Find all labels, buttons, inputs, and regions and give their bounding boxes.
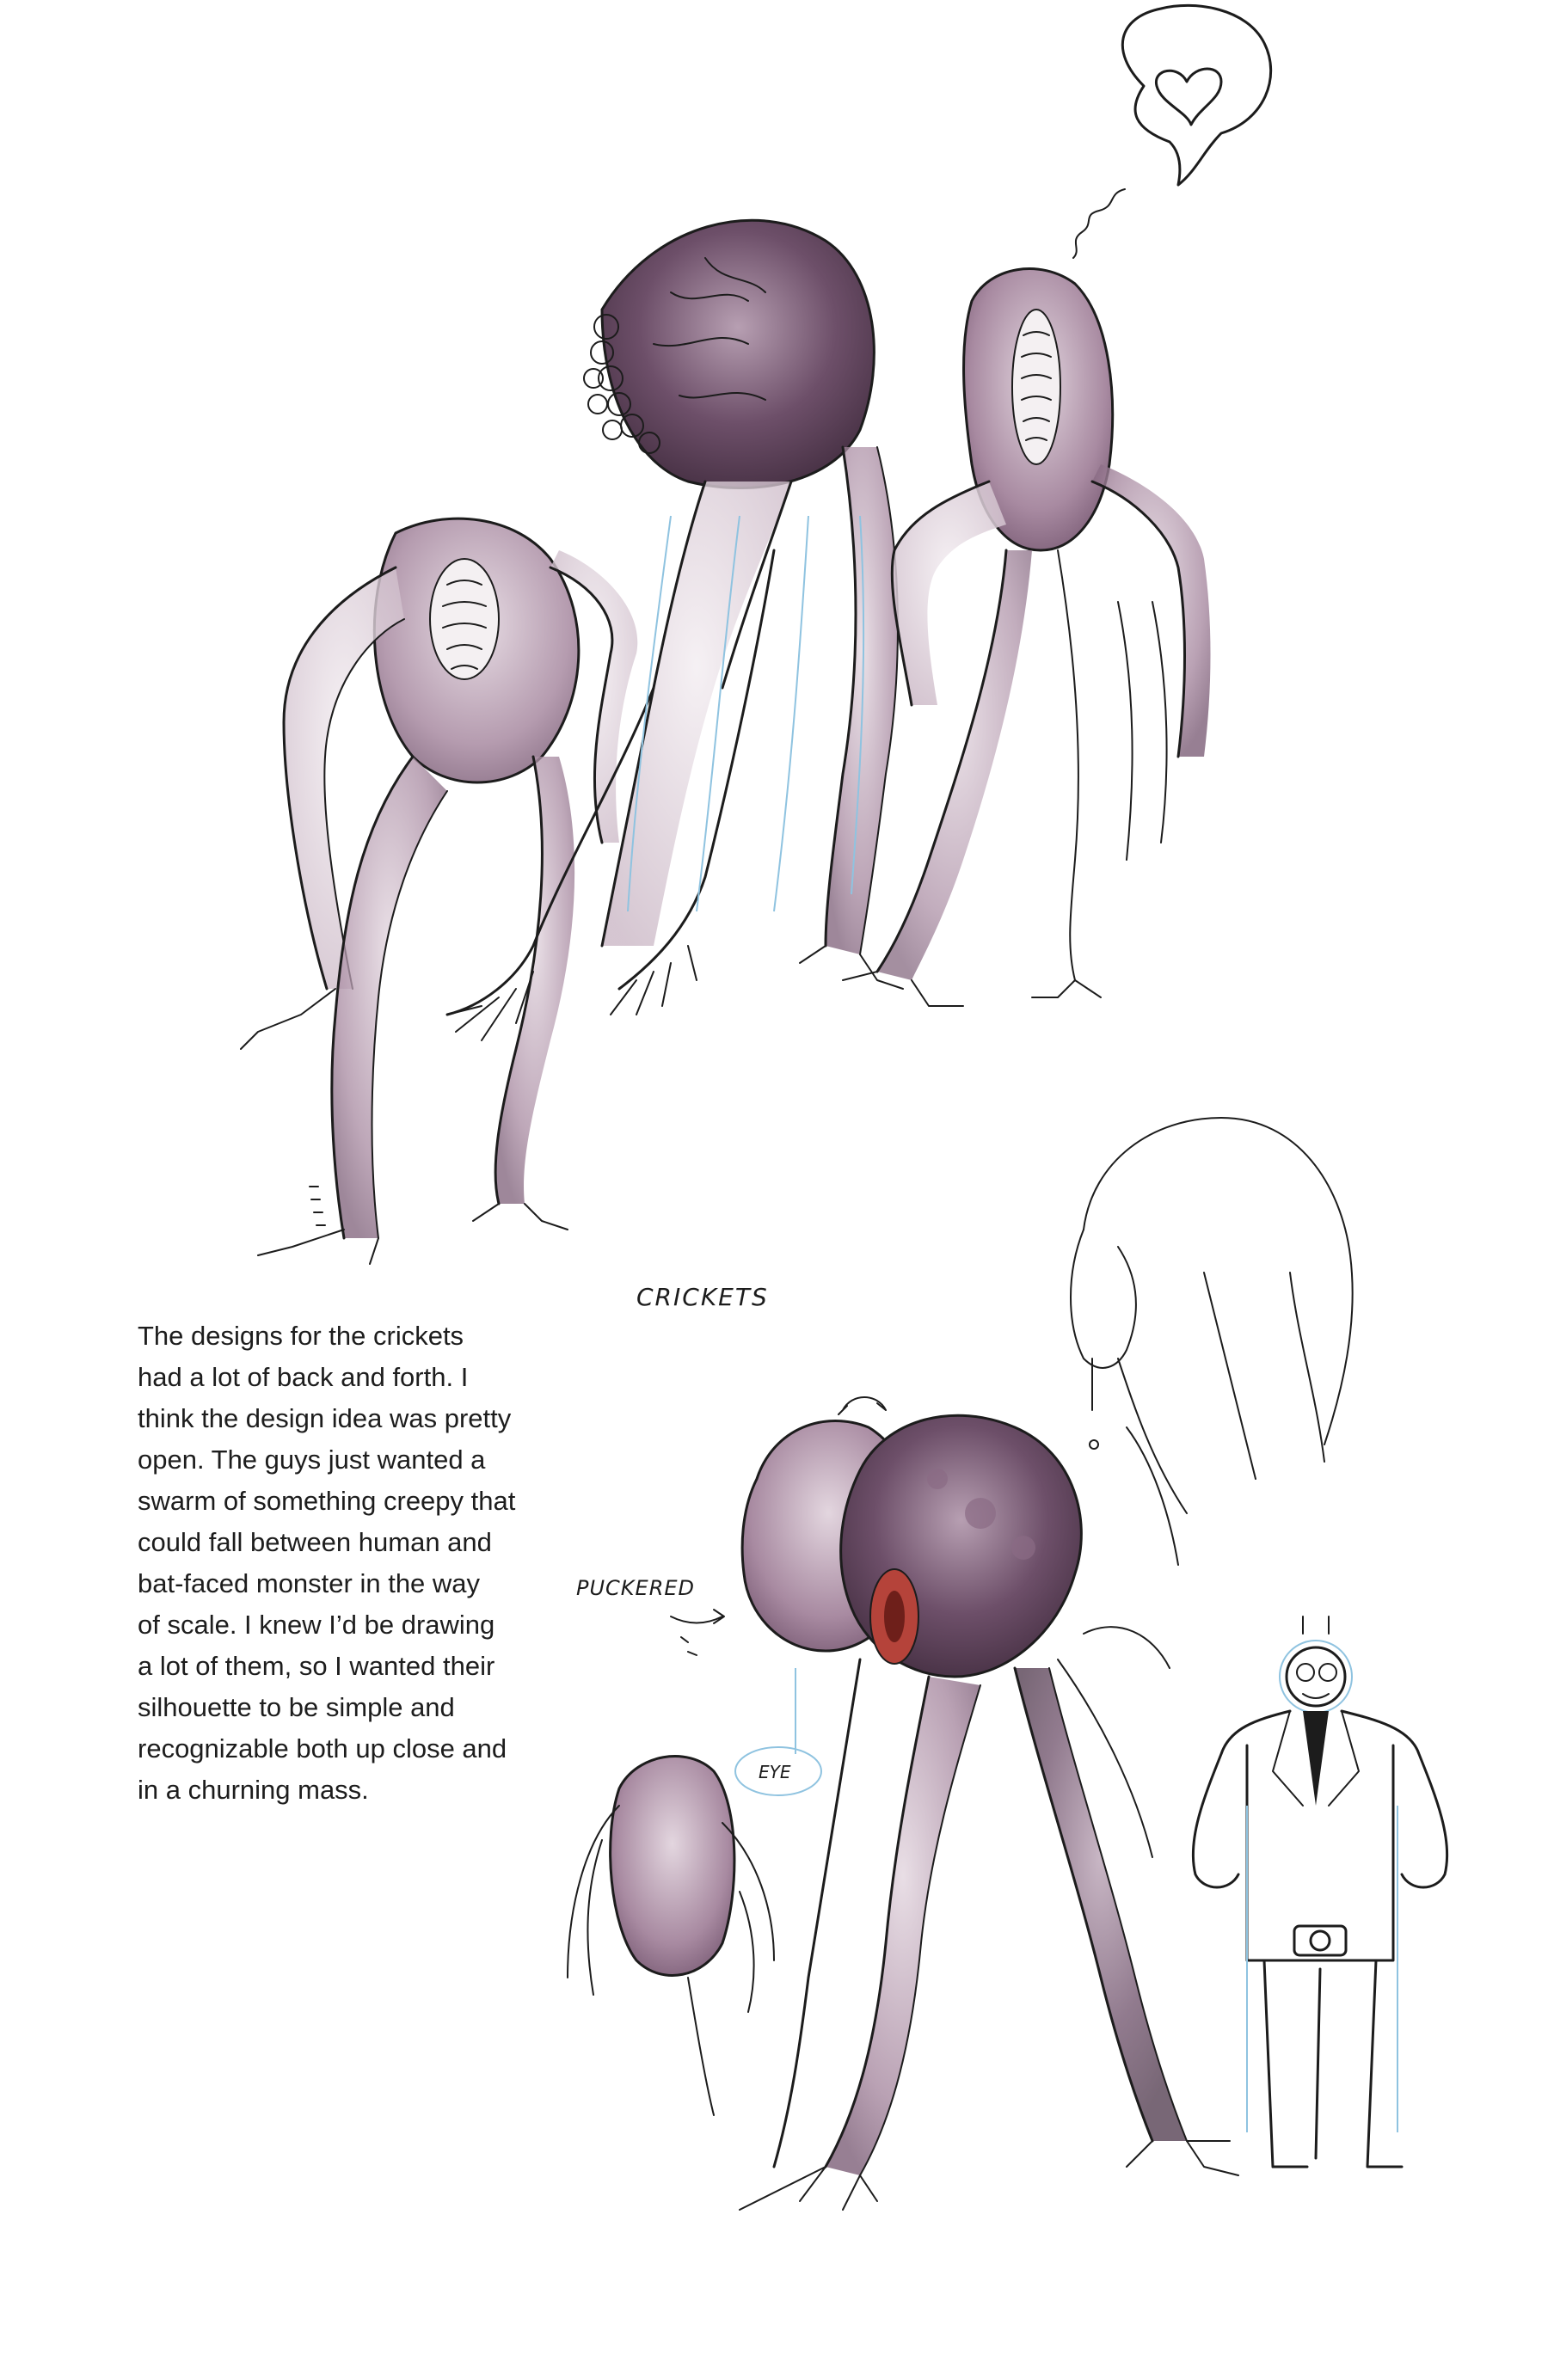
heart-icon <box>1156 69 1221 125</box>
puckered-annotation: PUCKERED <box>576 1576 696 1600</box>
human-scale-figure-sketch <box>1193 1616 1447 2167</box>
small-cricket-sketch <box>568 1757 774 2115</box>
crickets-annotation: CRICKETS <box>636 1283 769 1311</box>
eye-annotation: EYE <box>759 1762 791 1782</box>
body-paragraph: The designs for the crickets had a lot of back and forth. I think the design idea was pretty open. The guys just wanted a swarm of something creepy that could fall between human and bat-faced monster in the way of scale. I knew I’d be drawing a lot of them, so I wanted their silhouette to be simple and recognizable both up close and in a churning mass. <box>138 1321 516 1805</box>
lovestruck-cricket-sketch <box>843 5 1271 1006</box>
crouching-cricket-sketch <box>241 518 637 1264</box>
outline-cricket-sketch <box>1071 1118 1353 1565</box>
